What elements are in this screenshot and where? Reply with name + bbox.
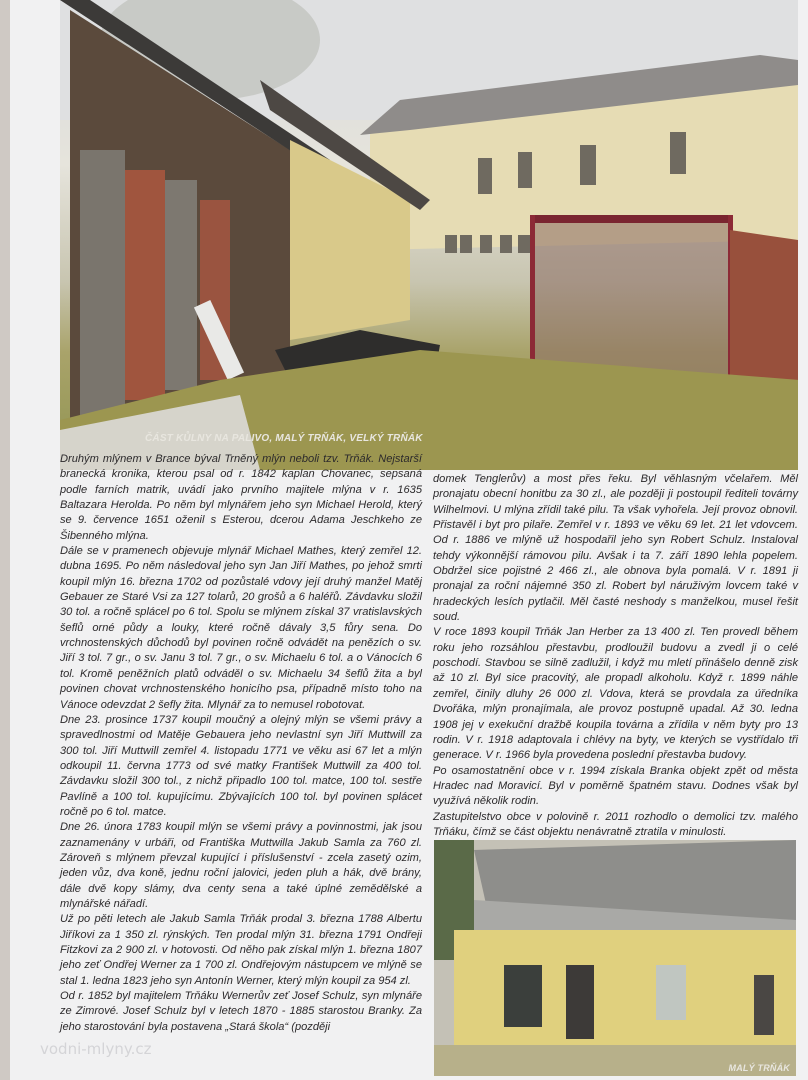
paragraph-4: Dne 26. února 1783 koupil mlýn se všemi právy a povinnostmi, jak jsou zaznamenány v urbáři, od Františka Muttwilla Jakub Samla za 760 zl. Zároveň s mlýnem převzal kupující i příslušenství - zcela zasetý ozim, jeden vůz, dva koně, jednu roční jalovici, jeden pluh a hák, dvě brány, dále dvě kopy slámy, dva centy sena a také úplné zemědělské a mlynářské nářadí. — [60, 821, 422, 910]
paragraph-6: Od r. 1852 byl majitelem Trňáku Wernerův zeť Josef Schulz, syn mlynáře ze Zimrové. Josef Schulz byl v letech 1870 - 1885 starostou Branky. Za jeho starostování byla postavena „Stará škola“ (později — [60, 990, 422, 1033]
paragraph-3: Dne 23. prosince 1737 koupil moučný a olejný mlýn se všemi právy a spravedlnostmi od Matěje Gebauera jeho nevlastní syn Jiří Muttwill za 300 tol. Jiří Muttwill zemřel 4. listopadu 1771 ve věku asi 67 let a mlýn odkoupil 11. června 1773 od své matky František Muttwill za 400 tol. Závdavku složil 300 tol., z nichž připadlo 100 tol. matce, 100 tol. sestře Pavlíně a 100 tol. kupujícímu. Zbývajících 100 tol. byl povinen splácet ročně po 6 tol. matce. — [60, 713, 422, 818]
paragraph-5: Už po pěti letech ale Jakub Samla Trňák prodal 3. března 1788 Albertu Jiříkovi za 1 350 zl. rýnských. Ten prodal mlýn 31. března 1791 Ondřeji Fitzkovi za 2 900 zl. v hotovosti. Od něho pak získal mlýn 1. března 1807 jeho zeť Ondřej Werner za 1 700 zl. Ondřejovým nástupcem ve mlýně se stal 1. ledna 1823 jeho syn Antonín Werner, který mlýn koupil za 954 zl. — [60, 913, 422, 987]
document-page — [10, 0, 808, 1080]
courtyard-photo — [60, 0, 798, 470]
small-mill-illustration — [434, 840, 796, 1076]
paragraph-1: Druhým mlýnem v Brance býval Trněný mlýn neboli tzv. Trňák. Nejstarší branecká kronika, kterou psal od r. 1842 kaplan Chovanec, sepsaná podle farních matrik, uvádí jako prvního majitele mlýna v r. 1635 Baltazara Herolda. Po něm byl mlynářem jeho syn Michael Herold, který se 9. července 1651 oženil s Esterou, dcerou Adama Jeschkeho ze Šibenného mlýna. — [60, 453, 422, 542]
paragraph-10: Zastupitelstvo obce v polovině r. 2011 rozhodlo o demolici tzv. malého Trňáku, čímž se část objektu nenávratně ztratila v minulosti. — [433, 810, 798, 838]
paragraph-8: V roce 1893 koupil Trňák Jan Herber za 13 400 zl. Ten provedl během roku jeho rozsáhlou přestavbu, prodloužil budovu a zvedl ji o celé poschodí. Stavbou se silně zadlužil, i když mu mletí přinášelo denně zisk až 10 zl. Byl sice pracovitý, ale propadl alkoholu. Když r. 1899 náhle zemřel, činily dluhy 26 000 zl. Vdova, která se provdala za úředníka Dvořáka, mlýn pronajímala, ale provoz postupně upadal. Až 30. ledna 1908 jej v exekuční dražbě koupila továrna a zřídila v něm byty pro 13 rodin. V r. 1918 adaptovala i chlévy na byty, ve kterých se vystřídalo tři generace. V r. 1966 byla provedena poslední přestavba budovy. — [433, 626, 798, 762]
article-column-left — [60, 452, 422, 1035]
bottom-photo-caption: MALÝ TRŇÁK — [728, 1063, 790, 1073]
paragraph-7: domek Tenglerův) a most přes řeku. Byl věhlasným včelařem. Měl pronajatu obecní honitbu za 30 zl., ale později ji postoupil řediteli továrny Wilhelmovi. U mlýna zřídil také pilu. Ta však vyhořela. Její provoz obnovil. Přistavěl i byt pro pilaře. Zemřel v r. 1893 ve věku 69 let. 21 let vdovcem. Od r. 1886 ve mlýně už hospodařil jeho syn Robert Schulz. Instaloval tehdy výkonnější rámovou pilu. Avšak i ta 7. září 1890 lehla popelem. Obdržel sice pojistné 2 466 zl., ale obnova byla pomalá. V r. 1891 ji pronajal za roční nájemné 350 zl. Robert byl náruživým lovcem také v hradeckých lesích pytlačil. Měl časté neshody s manželkou, musel řešit soud. — [433, 473, 798, 624]
paragraph-9: Po osamostatnění obce v r. 1994 získala Branka objekt zpět od města Hradec nad Moravicí. Byl v poměrně špatném stavu. Dodnes však byl využívá několik rodin. — [433, 764, 798, 808]
article-column-right — [433, 472, 798, 840]
watermark-text: vodni-mlyny.cz — [40, 1040, 152, 1058]
paragraph-2: Dále se v pramenech objevuje mlynář Michael Mathes, který zemřel 12. dubna 1695. Po něm následoval jeho syn Jan Jiří Mathes, po jehož smrti koupil mlýn 16. března 1702 od pozůstalé vdovy její druhý manžel Matěj Gebauer ze Staré Vsi za 127 tolarů, 20 grošů a 6 haléřů. Závdavku složil 30 tol. a ročně splácel po 6 tol. Spolu se mlýnem získal 37 vratislavských šeflů orné půdy a louky, které ročně dávaly 3,5 fůry sena. Do vrchnostenských důchodů byl povinen ročně odvádět na penězích o sv. Jiří 3 tol. 7 gr., o sv. Janu 3 tol. 7 gr., o sv. Michaelu 6 tol. a o Vánocích 6 tol. Kromě peněžních platů odváděl o sv. Michaelu 34 šeflů žita a byl povinen chovat vrchnostenského honicího psa, případně místo toho na Vánoce odevzdat 2 šefly žita. Mlynář za to nemusel robotovat. — [60, 545, 422, 711]
courtyard-illustration — [60, 0, 798, 470]
small-mill-photo — [434, 840, 796, 1076]
top-photo-caption: ČÁST KŮLNY NA PALIVO, MALÝ TRŇÁK, VELKÝ TRŇÁK — [145, 433, 423, 444]
